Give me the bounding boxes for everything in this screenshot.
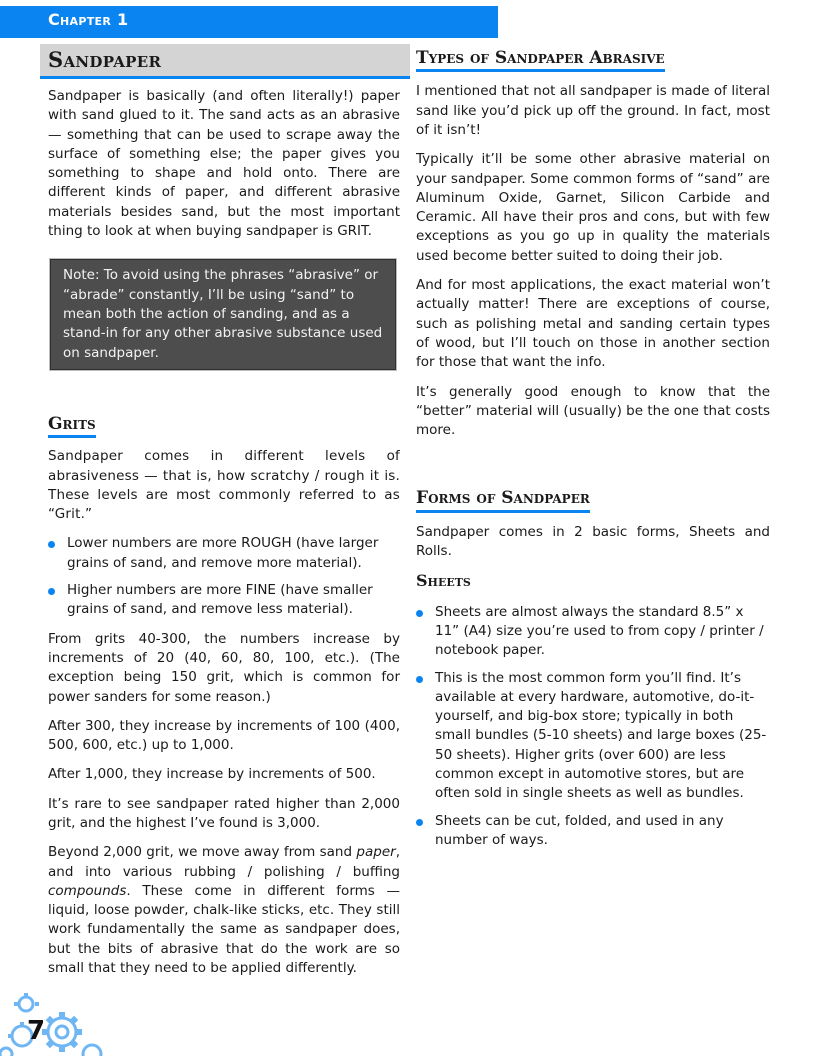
sandpaper-intro: Sandpaper is basically (and often literally!) paper with sand glued to it. The sand acts as an abrasive — something that can be used to scrape away the surface of something else; the paper gives you something to shape and hold onto. There are different kinds of paper, and different abrasive materials besides sand, but the most important thing to look at when buying sandpaper is GRIT. (48, 88, 400, 240)
list-item: Higher numbers are more FINE (have smaller grains of sand, and remove less material). (48, 581, 400, 620)
types-paragraph-2: Typically it’ll be some other abrasive material on your sandpaper. Some common forms of “sand” are Aluminum Oxide, Garnet, Silicon Carbide and Ceramic. All have their pros and cons, but with few exceptions as you go up in quality the materials used become better suited to doing their job. (416, 151, 770, 264)
note-box: Note: To avoid using the phrases “abrasive” or “abrade” constantly, I’ll be using “sand” to mean both the action of sanding, and as a stand-in for any other abrasive substance used on sandpaper. (50, 259, 396, 369)
left-column (40, 44, 408, 988)
list-item: Sheets can be cut, folded, and used in any number of ways. (416, 812, 770, 851)
grits-paragraph-2: After 300, they increase by increments of 100 (400, 500, 600, etc.) up to 1,000. (48, 717, 400, 754)
right-column (408, 44, 778, 860)
grits-heading: Grits (48, 414, 96, 438)
sheets-bullet-list (416, 603, 770, 851)
grits-paragraph-4: It’s rare to see sandpaper rated higher than 2,000 grit, and the highest I’ve found is 3,000. (48, 795, 400, 831)
types-heading: Types of Sandpaper Abrasive (416, 48, 665, 72)
bullet-icon (416, 819, 423, 826)
bullet-icon (416, 676, 423, 683)
bullet-icon (416, 610, 423, 617)
sandpaper-heading-box (40, 44, 410, 79)
chapter-title: Chapter 1 (48, 10, 129, 29)
page-number: 7 (27, 1016, 46, 1046)
forms-heading: Forms of Sandpaper (416, 488, 590, 512)
bullet-icon (48, 588, 55, 595)
list-item: Lower numbers are more ROUGH (have larger grains of sand, and remove more material). (48, 534, 400, 573)
types-paragraph-3: And for most applications, the exact material won’t actually matter! There are exceptions of course, such as polishing metal and sanding certain types of wood, but I’ll touch on those in another section for those that want the info. (416, 277, 770, 371)
list-item: This is the most common form you’ll find. It’s available at every hardware, automotive, do-it-yourself, and big-box store; typically in both small bundles (5-10 sheets) and large boxes (25-50 sheets). Higher grits (over 600) are less common except in automotive stores, but are often sold in single sheets as well as bundles. (416, 669, 770, 804)
grits-paragraph-5: Beyond 2,000 grit, we move away from sand paper, and into various rubbing / polishing / buffing compounds. These come in different forms — liquid, loose powder, chalk-like sticks, etc. They still work fundamentally the same as sandpaper does, but the bits of abrasive that do the work are so small that they need to be applied differently. (48, 844, 400, 977)
sheets-heading: Sheets (416, 571, 471, 591)
gears-icon (0, 992, 120, 1056)
types-paragraph-1: I mentioned that not all sandpaper is made of literal sand like you’d pick up off the ground. In fact, most of it isn’t! (416, 83, 770, 138)
grits-bullet-list (48, 534, 400, 619)
sandpaper-heading: Sandpaper (48, 47, 162, 72)
grits-paragraph-3: After 1,000, they increase by increments of 500. (48, 766, 376, 783)
forms-intro: Sandpaper comes in 2 basic forms, Sheets and Rolls. (416, 523, 770, 560)
grits-paragraph-1: From grits 40-300, the numbers increase by increments of 20 (40, 60, 80, 100, etc.). (The exception being 150 grit, which is common for power sanders for some reason.) (48, 630, 400, 705)
grits-intro: Sandpaper comes in different levels of abrasiveness — that is, how scratchy / rough it is. These levels are most commonly referred to as “Grit.” (48, 448, 400, 523)
bullet-icon (48, 541, 55, 548)
list-item: Sheets are almost always the standard 8.5” x 11” (A4) size you’re used to from copy / printer / notebook paper. (416, 603, 770, 661)
types-paragraph-4: It’s generally good enough to know that the “better” material will (usually) be the one that costs more. (416, 383, 770, 439)
